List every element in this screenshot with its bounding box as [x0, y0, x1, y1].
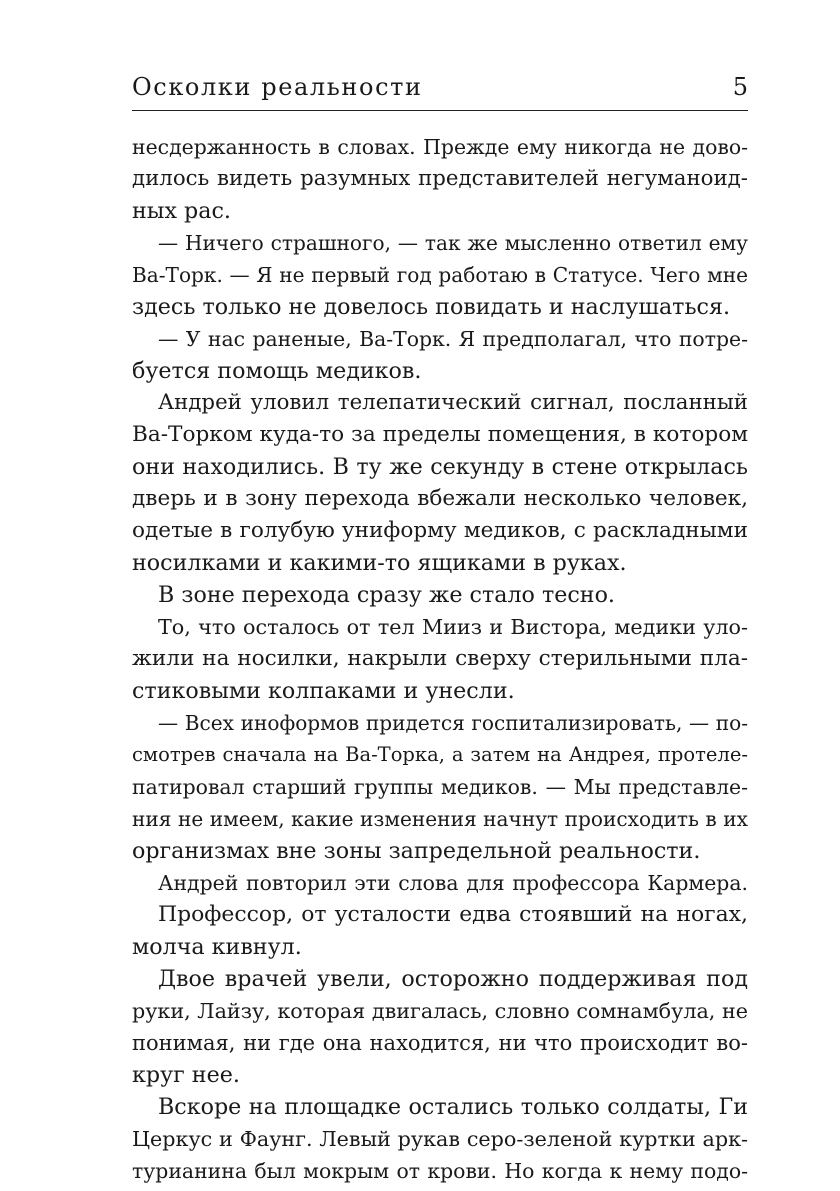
text-line: дверь и в зону перехода вбежали несколько человек,: [132, 486, 748, 511]
text-line: Вскоре на площадке остались только солдаты, Ги: [158, 1094, 748, 1120]
text-line: — Ничего страшного, — так же мысленно ответил ему: [158, 231, 748, 255]
text-line: Андрей повторил эти слова для профессора Кармера.: [158, 871, 748, 895]
text-line: стиковыми колпаками и унесли.: [132, 678, 515, 704]
text-line: они находились. В ту же секунду в стене открылась: [132, 454, 748, 480]
text-line: понимая, ни где она находится, ни что происходит во-: [132, 1031, 748, 1055]
text-line: Ва-Торк. — Я не первый год работаю в Статусе. Чего мне: [132, 263, 748, 287]
page-number: 5: [732, 73, 748, 101]
text-line: турианина был мокрым от крови. Но когда к нему подо-: [132, 1159, 748, 1183]
text-line: носилками и какими-то ящиками в руках.: [132, 550, 627, 576]
running-title: Осколки реальности: [132, 73, 423, 101]
body-text: [132, 131, 748, 1187]
text-line: молча кивнул.: [132, 934, 302, 960]
text-line: смотрев сначала на Ва-Торка, а затем на Андрея, протеле-: [132, 743, 748, 766]
text-line: организмах вне зоны запредельной реальности.: [132, 838, 701, 864]
text-line: — Всех инoформов придется госпитализировать, — по-: [158, 711, 748, 735]
text-line: ния не имеем, какие изменения начнут происходить в их: [132, 807, 748, 831]
text-line: — У нас раненые, Ва-Торк. Я предполагал, что потре-: [158, 327, 748, 351]
text-line: несдержанность в словах. Прежде ему никогда не дово-: [132, 135, 748, 159]
text-line: жили на носилки, накрыли сверху стерильными пла-: [132, 646, 748, 671]
text-line: Ва-Торком куда-то за пределы помещения, в котором: [132, 422, 748, 447]
running-header: [132, 70, 748, 111]
text-line: В зоне перехода сразу же стало тесно.: [158, 582, 615, 608]
text-line: Андрей уловил телепатический сигнал, посланный: [158, 390, 748, 415]
text-line: буется помощь медиков.: [132, 358, 422, 384]
text-line: дилось видеть разумных представителей негуманоид-: [132, 166, 748, 191]
text-line: Двое врачей увели, осторожно поддерживая под: [158, 966, 748, 992]
text-line: руки, Лайзу, которая двигалась, словно сомнамбула, не: [132, 999, 748, 1023]
text-line: ных рас.: [132, 198, 231, 224]
text-line: Профессор, от усталости едва стоявший на ногах,: [158, 902, 748, 927]
text-line: То, что осталось от тел Мииз и Вистора, медики уло-: [158, 615, 748, 639]
text-line: Церкус и Фаунг. Левый рукав серо-зеленой куртки арк-: [132, 1127, 748, 1151]
text-line: патировал старший группы медиков. — Мы представле-: [132, 775, 748, 799]
text-line: круг нее.: [132, 1062, 240, 1088]
text-line: одетые в голубую униформу медиков, с раскладными: [132, 518, 748, 543]
text-line: здесь только не довелось повидать и наслушаться.: [132, 294, 731, 320]
